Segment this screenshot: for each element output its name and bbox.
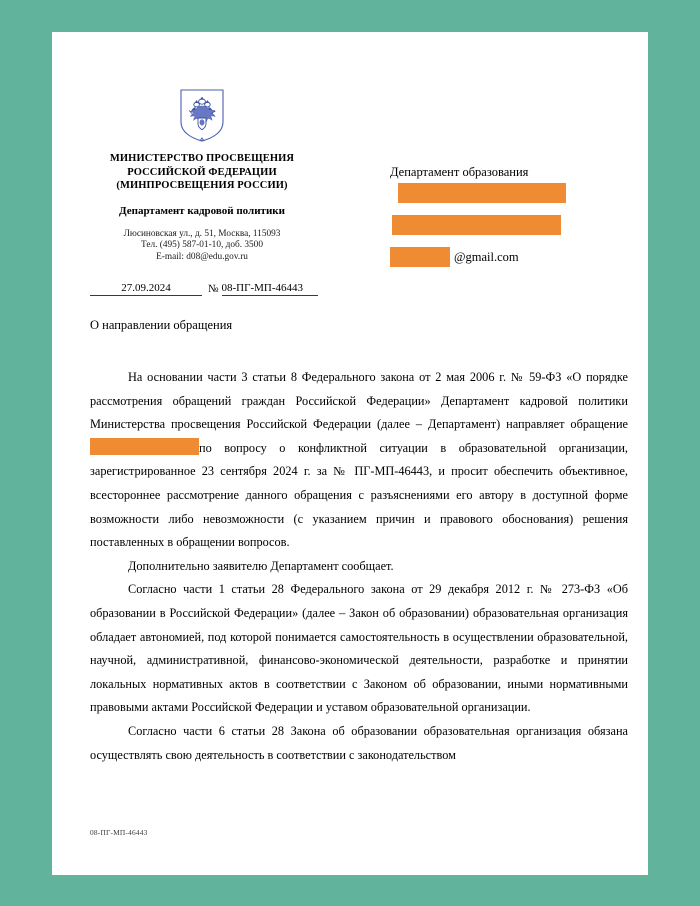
addressee-email-row xyxy=(380,247,642,267)
ministry-name-line-2: РОССИЙСКОЙ ФЕДЕРАЦИИ xyxy=(127,166,277,178)
body-paragraph-1-part-2: по вопросу о конфликтной ситуации в образовательной организации, зарегистрированное 23 сентября 2024 г. за № ПГ-МП-46443, и просит обеспечить объективное, всестороннее рассмотрение данного обращения с разъяснениями его автору в доступной форме возможности либо невозможности (с указанием причин и правового обоснования) решения поставленных в обращении вопросов. xyxy=(90,440,628,550)
body-paragraph-2: Дополнительно заявителю Департамент сообщает. xyxy=(128,558,394,573)
address-phone: Тел. (495) 587-01-10, доб. 3500 xyxy=(141,240,263,250)
body-paragraph-4: Согласно части 6 статьи 28 Закона об образовании образовательная организация обязана осуществлять свою деятельность в соответствии с законодательством xyxy=(90,723,628,762)
redaction-bar-3 xyxy=(390,247,450,267)
body-paragraph-3: Согласно части 1 статьи 28 Федерального закона от 29 декабря 2012 г. № 273-ФЗ «Об образовании в Российской Федерации» (далее – Закон об образовании) образовательная организация обладает автономией, под которой понимается самостоятельность в осуществлении образовательной, научной, административной, финансово-экономической деятельности, разработке и принятии локальных нормативных актов в соответствии с Законом об образовании, иными нормативными правовыми актами Российской Федерации и уставом образовательной организации. xyxy=(90,582,628,715)
ministry-name-line-1: МИНИСТЕРСТВО ПРОСВЕЩЕНИЯ xyxy=(109,153,295,164)
inline-redaction-bar xyxy=(90,438,199,455)
document-reference-line xyxy=(90,282,318,296)
document-page xyxy=(52,32,648,875)
ministry-name-line-3: (МИНПРОСВЕЩЕНИЯ РОССИИ) xyxy=(116,180,288,191)
document-body xyxy=(90,366,628,767)
redaction-bar-2 xyxy=(392,215,561,235)
body-paragraph-1 xyxy=(90,366,628,555)
redaction-bar-1 xyxy=(398,183,566,203)
department-name: Департамент кадровой политики xyxy=(119,204,285,217)
email-domain: @gmail.com xyxy=(454,249,519,264)
document-number: 08-ПГ-МП-46443 xyxy=(222,282,319,296)
russian-coat-of-arms-icon xyxy=(179,88,225,142)
letterhead xyxy=(52,32,352,263)
document-subject: О направлении обращения xyxy=(90,318,233,332)
addressee-block xyxy=(380,164,642,267)
document-date: 27.09.2024 xyxy=(90,282,202,296)
addressee-organization: Департамент образования xyxy=(390,165,529,179)
address-email: E-mail: d08@edu.gov.ru xyxy=(156,251,248,262)
address-street: Люсиновская ул., д. 51, Москва, 115093 xyxy=(123,228,281,239)
body-paragraph-1-part-1: На основании части 3 статьи 8 Федерального закона от 2 мая 2006 г. № 59-ФЗ «О порядке рассмотрения обращений граждан Российской Федерации» Департамент кадровой политики Министерства просвещения Российской Федерации (далее – Департамент) направляет обращение xyxy=(90,370,628,432)
number-sign: № xyxy=(208,283,219,295)
letterhead-address xyxy=(52,229,352,264)
ministry-name xyxy=(52,152,352,193)
page-footer-reference: 08-ПГ-МП-46443 xyxy=(90,828,148,837)
